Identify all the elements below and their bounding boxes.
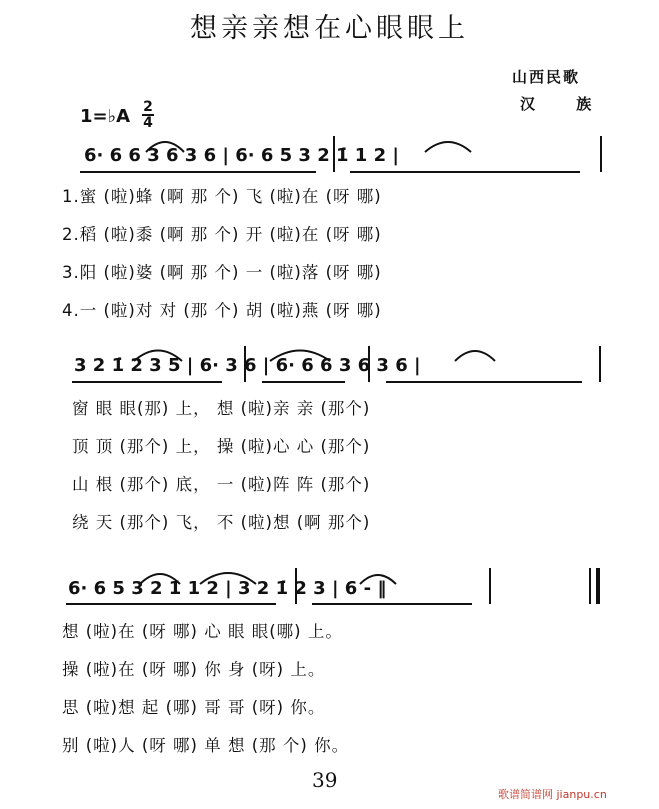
notes-system-3: 6· 6 5 3 2 1̇ 1 2 | 3 2 1̇ 2 3 | 6 - ‖: [68, 578, 387, 599]
meter-top: 2: [143, 99, 153, 115]
lyric-line: 顶 顶 (那个) 上， 操 (啦)心 心 (那个): [72, 437, 371, 456]
key-signature: 1=♭A: [80, 106, 131, 127]
lyric-line: 绕 天 (那个) 飞， 不 (啦)想 (啊 那个): [72, 513, 371, 532]
lyric-line: 窗 眼 眼(那) 上， 想 (啦)亲 亲 (那个): [72, 399, 371, 418]
lyric-line: 4.一 (啦)对 对 (那 个) 胡 (啦)燕 (呀 哪): [62, 301, 382, 320]
lyric-line: 山 根 (那个) 底， 一 (啦)阵 阵 (那个): [72, 475, 371, 494]
slur: [425, 142, 471, 152]
lyric-line: 思 (啦)想 起 (哪) 哥 哥 (呀) 你。: [62, 698, 326, 717]
slur: [455, 351, 495, 361]
lyric-line: 别 (啦)人 (呀 哪) 单 想 (那 个) 你。: [62, 736, 350, 755]
lyric-line: 想 (啦)在 (呀 哪) 心 眼 眼(哪) 上。: [62, 622, 343, 641]
lyric-line: 操 (啦)在 (呀 哪) 你 身 (呀) 上。: [62, 660, 326, 679]
page-number: 39: [312, 768, 338, 792]
song-ethnicity: 汉 族: [520, 95, 610, 113]
lyric-line: 2.稻 (啦)黍 (啊 那 个) 开 (啦)在 (呀 哪): [62, 225, 382, 244]
lyric-line: 3.阳 (啦)婆 (啊 那 个) 一 (啦)落 (呀 哪): [62, 263, 382, 282]
song-title: 想亲亲想在心眼眼上: [190, 13, 469, 44]
notes-system-2: 3 2 1̇ 2 3 5 | 6· 3 6 | 6· 6 6 3 6 3 6 |: [74, 355, 421, 376]
meter-bottom: 4: [143, 115, 153, 131]
lyric-line: 1.蜜 (啦)蜂 (啊 那 个) 飞 (啦)在 (呀 哪): [62, 187, 382, 206]
site-watermark[interactable]: 歌谱简谱网 jianpu.cn: [498, 788, 607, 801]
notes-system-1: 6· 6 6 3 6 3 6 | 6· 6 5 3 2 1̇ 1 2 |: [84, 145, 399, 166]
song-origin: 山西民歌: [512, 68, 581, 86]
